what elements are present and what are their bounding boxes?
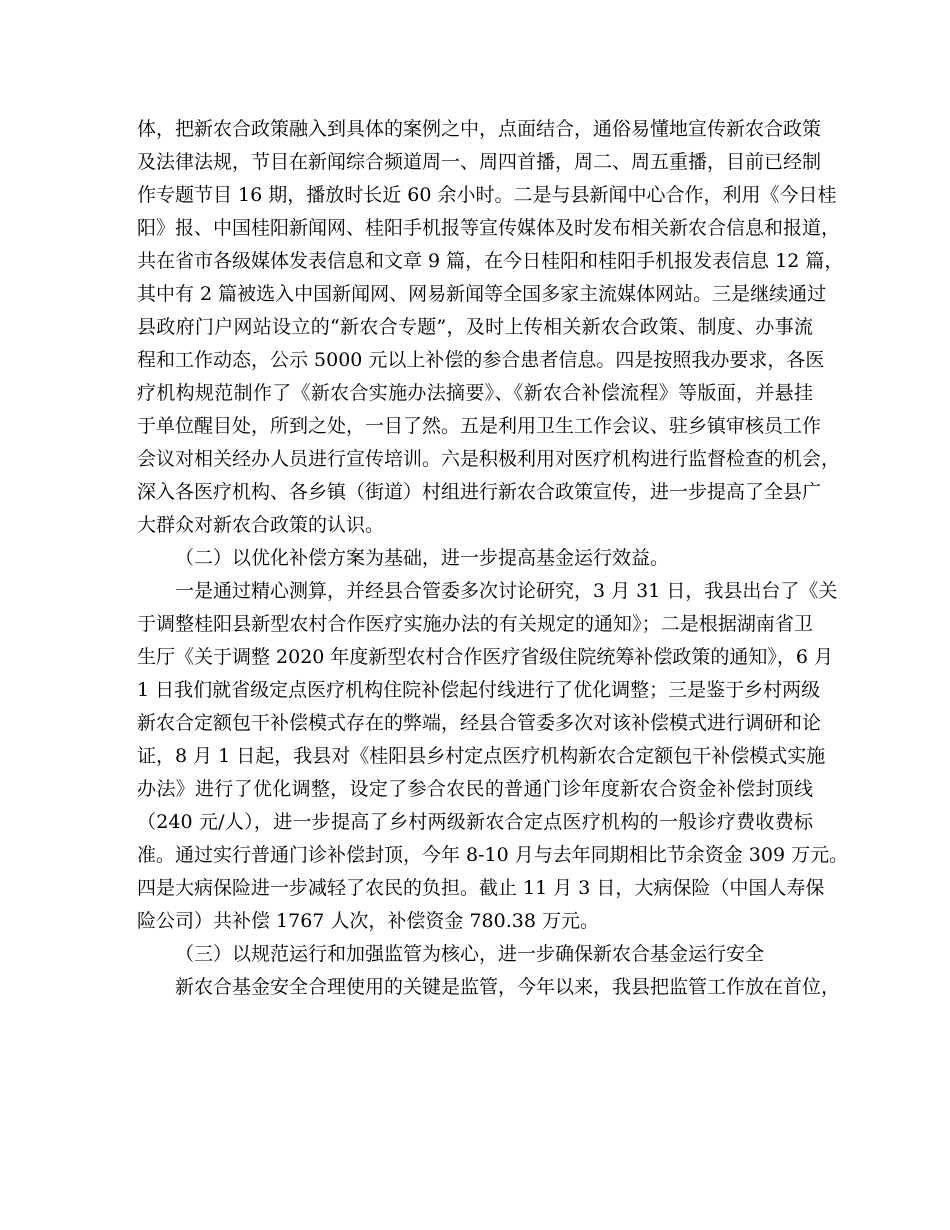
text-line: 深入各医疗机构、各乡镇（街道）村组进行新农合政策宣传，进一步提高了全县广 (137, 481, 822, 503)
section-heading: （三）以规范运行和加强监管为核心，进一步确保新农合基金运行安全 (175, 943, 765, 965)
text-line: 体，把新农合政策融入到具体的案例之中，点面结合，通俗易懂地宣传新农合政策 (137, 118, 822, 140)
text-line: 新农合定额包干补偿模式存在的弊端，经县合管委多次对该补偿模式进行调研和论 (137, 712, 822, 734)
text-line: 阳》报、中国桂阳新闻网、桂阳手机报等宣传媒体及时发布相关新农合信息和报道， (137, 217, 841, 239)
text-line: 证，8 月 1 日起，我县对《桂阳县乡村定点医疗机构新农合定额包干补偿模式实施 (137, 745, 826, 767)
text-line: 其中有 2 篇被选入中国新闻网、网易新闻等全国多家主流媒体网站。三是继续通过 (137, 283, 827, 305)
paragraph-first-line: 一是通过精心测算，并经县合管委多次讨论研究，3 月 31 日，我县出台了《关 (175, 580, 838, 602)
text-line: 准。通过实行普通门诊补偿封顶，今年 8-10 月与去年同期相比节余资金 309 万元。 (137, 844, 849, 866)
section-heading: （二）以优化补偿方案为基础，进一步提高基金运行效益。 (175, 547, 670, 569)
text-line: 于调整桂阳县新型农村合作医疗实施办法的有关规定的通知》；二是根据湖南省卫 (137, 613, 813, 635)
text-line: 险公司）共补偿 1767 人次，补偿资金 780.38 万元。 (137, 910, 599, 932)
text-line: 疗机构规范制作了《新农合实施办法摘要》、《新农合补偿流程》等版面，并悬挂 (137, 382, 813, 404)
text-line: 办法》进行了优化调整，设定了参合农民的普通门诊年度新农合资金补偿封顶线 (137, 778, 813, 800)
text-line: 作专题节目 16 期，播放时长近 60 余小时。二是与县新闻中心合作，利用《今日桂 (137, 184, 837, 206)
paragraph-first-line: 新农合基金安全合理使用的关键是监管，今年以来，我县把监管工作放在首位， (175, 976, 841, 998)
text-line: 四是大病保险进一步减轻了农民的负担。截止 11 月 3 日，大病保险（中国人寿保 (137, 877, 825, 899)
text-line: 县政府门户网站设立的“新农合专题”，及时上传相关新农合政策、制度、办事流 (137, 316, 813, 338)
text-line: 会议对相关经办人员进行宣传培训。六是积极利用对医疗机构进行监督检查的机会， (137, 448, 841, 470)
text-line: 1 日我们就省级定点医疗机构住院补偿起付线进行了优化调整；三是鉴于乡村两级 (137, 679, 821, 701)
text-line: 大群众对新农合政策的认识。 (137, 514, 385, 536)
text-line: 程和工作动态，公示 5000 元以上补偿的参合患者信息。四是按照我办要求，各医 (137, 349, 825, 371)
text-line: 于单位醒目处，所到之处，一目了然。五是利用卫生工作会议、驻乡镇审核员工作 (137, 415, 822, 437)
text-line: 共在省市各级媒体发表信息和文章 9 篇，在今日桂阳和桂阳手机报发表信息 12 篇， (137, 250, 844, 272)
text-line: （240 元/人），进一步提高了乡村两级新农合定点医疗机构的一般诊疗费收费标 (137, 811, 813, 833)
text-line: 及法律法规，节目在新闻综合频道周一、周四首播，周二、周五重播，目前已经制 (137, 151, 822, 173)
text-line: 生厅《关于调整 2020 年度新型农村合作医疗省级住院统筹补偿政策的通知》，6 月 (137, 646, 834, 668)
